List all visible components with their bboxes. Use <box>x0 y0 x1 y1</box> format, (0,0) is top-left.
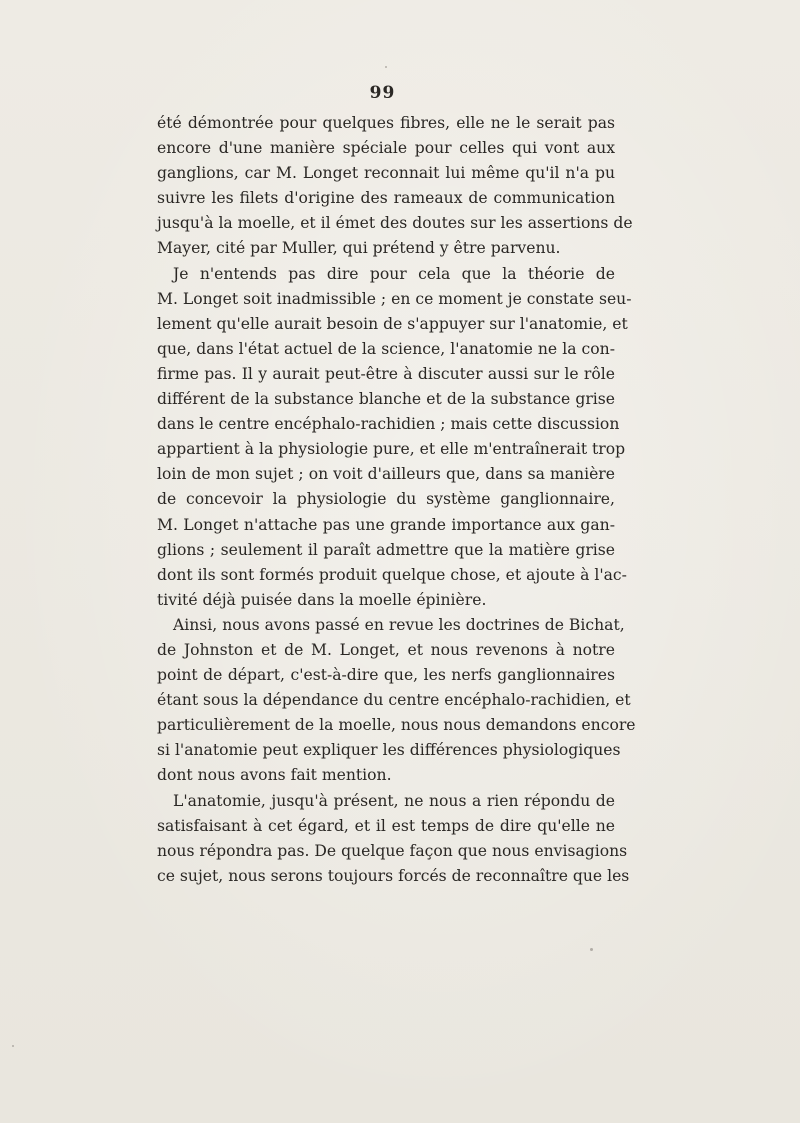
page-number: 99 <box>369 83 396 103</box>
text-line: firme pas. Il y aurait peut-être à discuter aussi sur le rôle <box>157 364 615 383</box>
paragraph-first-line: Je n'entends pas dire pour cela que la théorie de <box>173 264 615 283</box>
paper-speck <box>385 66 387 68</box>
text-line: nous répondra pas. De quelque façon que nous envisagions <box>157 841 628 860</box>
text-line: encore d'une manière spéciale pour celles qui vont aux <box>157 139 615 158</box>
text-line: été démontrée pour quelques fibres, elle ne le serait pas <box>157 114 615 132</box>
text-line: lement qu'elle aurait besoin de s'appuyer sur l'anatomie, et <box>157 314 628 333</box>
text-line: ce sujet, nous serons toujours forcés de reconnaître que les <box>157 866 630 885</box>
text-line: Mayer, cité par Muller, qui prétend y être parvenu. <box>157 239 561 258</box>
paragraph-first-line: L'anatomie, jusqu'à présent, ne nous a rien répondu de <box>173 791 615 810</box>
text-line: tivité déjà puisée dans la moelle épinière. <box>157 590 487 609</box>
paragraph-first-line: Ainsi, nous avons passé en revue les doctrines de Bichat, <box>173 615 625 634</box>
text-line: que, dans l'état actuel de la science, l'anatomie ne la con- <box>157 339 615 358</box>
text-line: appartient à la physiologie pure, et elle m'entraînerait trop <box>157 440 626 459</box>
text-line: dont nous avons fait mention. <box>157 766 392 785</box>
text-line: loin de mon sujet ; on voit d'ailleurs que, dans sa manière <box>157 465 615 484</box>
text-line: M. Longet soit inadmissible ; en ce moment je constate seu- <box>157 289 632 308</box>
paper-speck <box>12 1045 14 1047</box>
text-line: ganglions, car M. Longet reconnait lui même qu'il n'a pu <box>157 164 615 183</box>
text-line: glions ; seulement il paraît admettre que la matière grise <box>157 540 615 559</box>
text-line: jusqu'à la moelle, et il émet des doutes sur les assertions de <box>157 214 633 233</box>
text-line: dont ils sont formés produit quelque chose, et ajoute à l'ac- <box>157 565 627 584</box>
text-line: satisfaisant à cet égard, et il est temps de dire qu'elle ne <box>157 816 615 835</box>
text-line: point de départ, c'est-à-dire que, les nerfs ganglionnaires <box>157 666 615 685</box>
text-line: de concevoir la physiologie du système ganglionnaire, <box>157 490 615 509</box>
text-line: dans le centre encéphalo-rachidien ; mais cette discussion <box>157 415 620 434</box>
text-line: étant sous la dépendance du centre encéphalo-rachidien, et <box>157 691 631 710</box>
text-line: de Johnston et de M. Longet, et nous revenons à notre <box>157 640 615 659</box>
paper-speck <box>590 948 593 951</box>
text-line: différent de la substance blanche et de la substance grise <box>157 390 615 409</box>
body-text <box>157 111 636 889</box>
text-line: particulièrement de la moelle, nous nous demandons encore <box>157 716 636 735</box>
text-line: M. Longet n'attache pas une grande importance aux gan- <box>157 515 615 534</box>
text-line: suivre les filets d'origine des rameaux de communication <box>157 189 615 208</box>
text-line: si l'anatomie peut expliquer les différences physiologiques <box>157 741 621 760</box>
